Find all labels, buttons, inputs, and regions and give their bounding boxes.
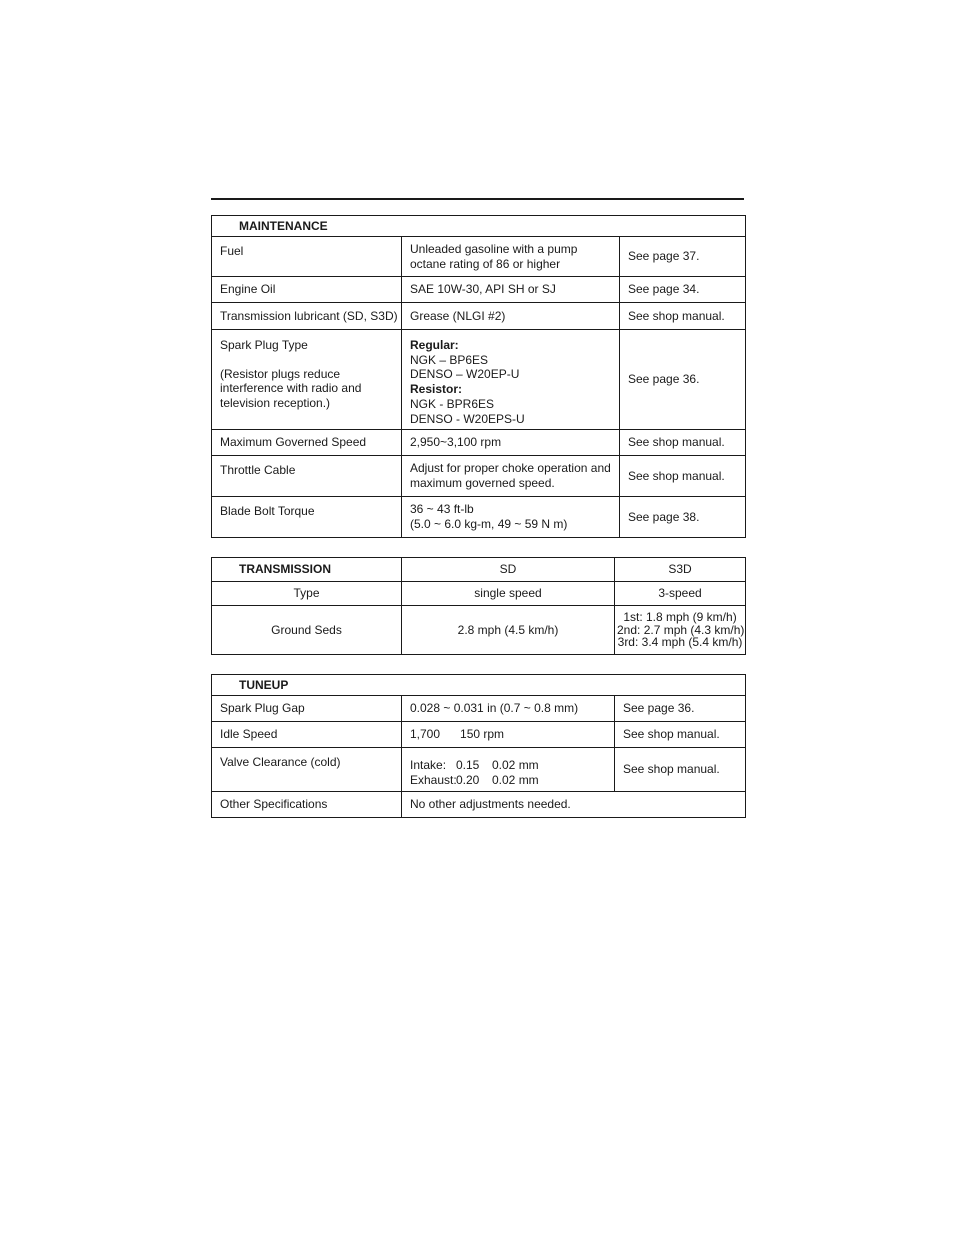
resistor-ngk: NGK - BPR6ES: [410, 396, 495, 411]
spark-plug-type-note: (Resistor plugs reduce interference with radio and television reception.): [220, 366, 362, 410]
table-row: [212, 582, 746, 606]
max-governed-speed-spec: 2,950~3,100 rpm: [402, 430, 620, 456]
exhaust-line: [410, 773, 606, 788]
regular-label: Regular:: [410, 338, 459, 352]
speed-1st: 1st: 1.8 mph (9 km/h): [623, 610, 737, 625]
intake-tolerance: 0.02 mm: [492, 757, 539, 772]
spark-plug-type-label: Spark Plug Type: [220, 338, 308, 352]
spark-plug-gap-label: Spark Plug Gap: [212, 696, 402, 722]
maintenance-header-row: [212, 216, 746, 237]
table-row: [212, 606, 746, 655]
blade-bolt-torque-ref: See page 38.: [620, 497, 746, 538]
table-row: [212, 456, 746, 497]
engine-oil-label: Engine Oil: [212, 277, 402, 303]
intake-value: 0.15: [456, 757, 480, 772]
fuel-label: Fuel: [212, 237, 402, 277]
type-label: Type: [212, 582, 402, 606]
maintenance-table: [211, 215, 746, 538]
max-governed-speed-ref: See shop manual.: [620, 430, 746, 456]
type-s3d: 3-speed: [615, 582, 746, 606]
exhaust-tolerance: 0.02 mm: [492, 772, 539, 787]
engine-oil-ref: See page 34.: [620, 277, 746, 303]
ground-speed-s3d: [615, 606, 746, 655]
tuneup-header-row: [212, 675, 746, 696]
spark-plug-type-ref: See page 36.: [620, 330, 746, 430]
transmission-title: TRANSMISSION: [212, 558, 402, 582]
table-row: [212, 792, 746, 818]
table-row: [212, 430, 746, 456]
resistor-label: Resistor:: [410, 382, 463, 397]
spark-plug-gap-ref: See page 36.: [615, 696, 746, 722]
max-governed-speed-label: Maximum Governed Speed: [212, 430, 402, 456]
maintenance-title: MAINTENANCE: [212, 216, 746, 237]
spark-plug-type-spec: [402, 330, 620, 430]
table-row: [212, 303, 746, 330]
transmission-lubricant-ref: See shop manual.: [620, 303, 746, 330]
transmission-table: [211, 557, 746, 655]
spark-plug-gap-spec: 0.028 ~ 0.031 in (0.7 ~ 0.8 mm): [402, 696, 615, 722]
blade-bolt-torque-line1: 36 ~ 43 ft-lb: [410, 502, 474, 516]
idle-speed-ref: See shop manual.: [615, 722, 746, 748]
spark-plug-type-cell: [212, 330, 402, 430]
idle-speed-spec: [402, 722, 615, 748]
engine-oil-spec: SAE 10W-30, API SH or SJ: [402, 277, 620, 303]
throttle-cable-ref: See shop manual.: [620, 456, 746, 497]
valve-clearance-ref: See shop manual.: [615, 748, 746, 792]
blade-bolt-torque-spec: [402, 497, 620, 538]
table-row: [212, 330, 746, 430]
other-specs-value: No other adjustments needed.: [402, 792, 746, 818]
table-row: [212, 497, 746, 538]
col-sd: SD: [402, 558, 615, 582]
table-row: [212, 237, 746, 277]
table-row: [212, 277, 746, 303]
tuneup-table: [211, 674, 746, 818]
exhaust-label: Exhaust:: [410, 772, 457, 787]
header-rule: [211, 198, 744, 200]
blade-bolt-torque-line2: (5.0 ~ 6.0 kg-m, 49 ~ 59 N m): [410, 517, 568, 531]
speed-3rd: 3rd: 3.4 mph (5.4 km/h): [617, 635, 743, 650]
regular-denso: DENSO – W20EP-U: [410, 367, 520, 382]
table-row: [212, 748, 746, 792]
speed-2nd: 2nd: 2.7 mph (4.3 km/h): [617, 622, 745, 637]
table-row: [212, 722, 746, 748]
transmission-lubricant-label: Transmission lubricant (SD, S3D): [212, 303, 402, 330]
valve-clearance-spec: [402, 748, 615, 792]
intake-line: [410, 758, 606, 773]
other-specs-label: Other Specifications: [212, 792, 402, 818]
tuneup-title: TUNEUP: [212, 675, 746, 696]
idle-speed-tolerance: 150 rpm: [460, 727, 505, 741]
blade-bolt-torque-label: Blade Bolt Torque: [212, 497, 402, 538]
throttle-cable-label: Throttle Cable: [212, 456, 402, 497]
col-s3d: S3D: [615, 558, 746, 582]
resistor-denso: DENSO - W20EPS-U: [410, 411, 525, 426]
fuel-ref: See page 37.: [620, 237, 746, 277]
type-sd: single speed: [402, 582, 615, 606]
ground-speed-label: Ground Seds: [212, 606, 402, 655]
transmission-lubricant-spec: Grease (NLGI #2): [402, 303, 620, 330]
fuel-spec: Unleaded gasoline with a pump octane rating of 86 or higher: [402, 237, 620, 277]
regular-ngk: NGK – BP6ES: [410, 352, 489, 367]
transmission-header-row: [212, 558, 746, 582]
throttle-cable-spec: Adjust for proper choke operation and maximum governed speed.: [402, 456, 620, 497]
idle-speed-label: Idle Speed: [212, 722, 402, 748]
table-row: [212, 696, 746, 722]
exhaust-value: 0.20: [456, 772, 480, 787]
valve-clearance-label: Valve Clearance (cold): [212, 748, 402, 792]
ground-speed-sd: 2.8 mph (4.5 km/h): [402, 606, 615, 655]
idle-speed-value: 1,700: [410, 727, 441, 741]
intake-label: Intake:: [410, 757, 447, 772]
